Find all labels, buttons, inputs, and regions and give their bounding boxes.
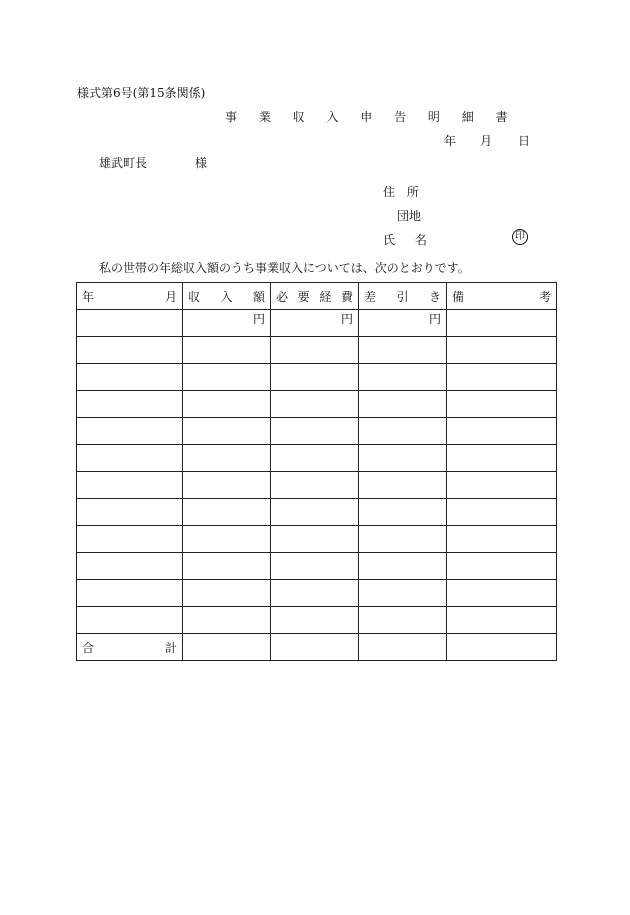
cell-year-month[interactable] [77,526,183,553]
cell-income[interactable] [183,445,271,472]
cell-expenses[interactable] [271,418,359,445]
table-row [77,445,557,472]
cell-year-month[interactable] [77,310,183,337]
cell-remarks[interactable] [447,364,557,391]
total-remarks[interactable] [447,634,557,661]
cell-net[interactable] [359,499,447,526]
cell-remarks[interactable] [447,472,557,499]
total-label: 合 計 [77,634,183,661]
total-expenses[interactable] [271,634,359,661]
table-row [77,310,557,337]
table-row [77,472,557,499]
unit-yen: 円 [340,312,353,326]
cell-remarks[interactable] [447,445,557,472]
cell-year-month[interactable] [77,445,183,472]
cell-net[interactable] [359,472,447,499]
cell-income[interactable] [183,418,271,445]
cell-income[interactable] [183,391,271,418]
cell-year-month[interactable] [77,472,183,499]
total-income[interactable] [183,634,271,661]
statement-text: 私の世帯の年総収入額のうち事業収入については、次のとおりです。 [99,261,470,275]
header-year-month: 年 月 [77,283,183,310]
cell-expenses[interactable] [271,337,359,364]
cell-net[interactable] [359,607,447,634]
cell-remarks[interactable] [447,499,557,526]
complex-label: 団地 [397,209,422,223]
cell-year-month[interactable] [77,553,183,580]
cell-net[interactable] [359,364,447,391]
header-row [77,283,557,310]
cell-year-month[interactable] [77,499,183,526]
cell-expenses[interactable] [271,472,359,499]
recipient: 雄武町長 [99,156,148,170]
cell-remarks[interactable] [447,607,557,634]
cell-expenses[interactable] [271,310,359,337]
cell-remarks[interactable] [447,391,557,418]
seal-mark: 印 [512,229,528,245]
cell-remarks[interactable] [447,526,557,553]
cell-expenses[interactable] [271,553,359,580]
cell-income[interactable] [183,337,271,364]
cell-year-month[interactable] [77,607,183,634]
cell-income[interactable] [183,472,271,499]
honorific: 様 [195,156,208,170]
date-line [444,132,530,149]
cell-expenses[interactable] [271,391,359,418]
unit-yen: 円 [428,312,441,326]
date-year-label: 年 [444,134,457,148]
header-net: 差 引 き [359,283,447,310]
cell-year-month[interactable] [77,580,183,607]
header-remarks: 備 考 [447,283,557,310]
date-day-label: 日 [518,134,531,148]
cell-income[interactable] [183,364,271,391]
table-row [77,364,557,391]
cell-expenses[interactable] [271,445,359,472]
cell-expenses[interactable] [271,526,359,553]
cell-net[interactable] [359,553,447,580]
cell-net[interactable] [359,445,447,472]
table-row [77,418,557,445]
cell-income[interactable] [183,310,271,337]
cell-income[interactable] [183,607,271,634]
cell-income[interactable] [183,499,271,526]
cell-income[interactable] [183,580,271,607]
cell-year-month[interactable] [77,391,183,418]
table-row [77,607,557,634]
cell-expenses[interactable] [271,364,359,391]
cell-income[interactable] [183,526,271,553]
cell-net[interactable] [359,526,447,553]
table-row [77,526,557,553]
cell-remarks[interactable] [447,418,557,445]
cell-net[interactable] [359,391,447,418]
cell-remarks[interactable] [447,337,557,364]
cell-net[interactable] [359,337,447,364]
document-title: 事 業 収 入 申 告 明 細 書 [225,110,517,124]
table-row [77,391,557,418]
unit-yen: 円 [252,312,265,326]
cell-remarks[interactable] [447,553,557,580]
income-table [76,282,557,661]
total-row [77,634,557,661]
header-income: 収 入 額 [183,283,271,310]
cell-year-month[interactable] [77,418,183,445]
cell-net[interactable] [359,580,447,607]
total-net[interactable] [359,634,447,661]
cell-expenses[interactable] [271,607,359,634]
form-number: 様式第6号(第15条関係) [77,86,206,100]
header-expenses: 必 要 経 費 [271,283,359,310]
cell-expenses[interactable] [271,499,359,526]
table-row [77,553,557,580]
cell-expenses[interactable] [271,580,359,607]
address-label: 住 所 [383,185,423,199]
cell-remarks[interactable] [447,580,557,607]
cell-year-month[interactable] [77,337,183,364]
name-label: 氏 名 [383,233,435,247]
cell-remarks[interactable] [447,310,557,337]
table-row [77,337,557,364]
table-row [77,499,557,526]
cell-net[interactable] [359,418,447,445]
cell-year-month[interactable] [77,364,183,391]
cell-net[interactable] [359,310,447,337]
cell-income[interactable] [183,553,271,580]
table-row [77,580,557,607]
date-month-label: 月 [480,134,493,148]
